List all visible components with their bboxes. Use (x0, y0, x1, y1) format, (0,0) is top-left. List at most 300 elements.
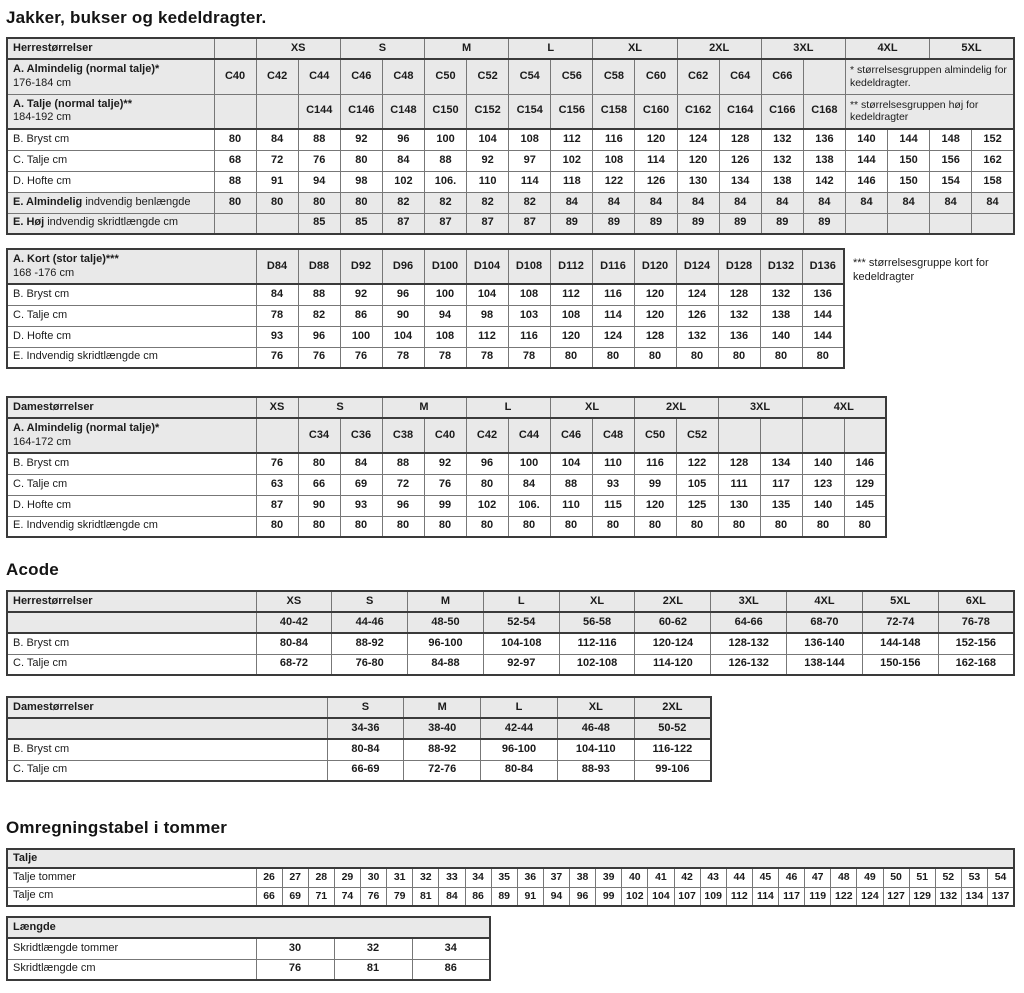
short-sizes-note: *** størrelsesgruppe kort for kedeldragter (853, 257, 989, 284)
table-cell: 80 (466, 516, 508, 537)
mens-short-sizes-section (6, 248, 1021, 369)
table-row (7, 718, 711, 739)
table-cell: 80 (340, 516, 382, 537)
table-cell: 87 (509, 213, 551, 234)
table-cell: 76 (424, 474, 466, 495)
table-cell: 125 (676, 495, 718, 516)
table-cell: 81 (413, 887, 439, 906)
table-cell: C48 (592, 418, 634, 453)
table-cell: 38-40 (404, 718, 481, 739)
table-cell: C64 (719, 59, 761, 94)
table-cell: 40 (622, 868, 648, 887)
table-cell: 80 (844, 516, 886, 537)
table-cell: C34 (298, 418, 340, 453)
table-cell: 102 (551, 150, 593, 171)
table-cell: 87 (382, 213, 424, 234)
table-cell: 76 (256, 453, 298, 474)
table-cell: C52 (676, 418, 718, 453)
table-cell: 84 (930, 192, 972, 213)
mens-short-sizes-table (6, 248, 845, 369)
table-cell: 150 (888, 150, 930, 171)
table-row (7, 213, 1014, 234)
table-cell: 105 (676, 474, 718, 495)
table-cell: D124 (676, 249, 718, 284)
table-cell: C162 (677, 94, 719, 129)
table-cell: D128 (718, 249, 760, 284)
table-cell: C62 (677, 59, 719, 94)
table-cell: 88 (382, 453, 424, 474)
table-cell: 152-156 (938, 633, 1014, 654)
table-cell: 42 (674, 868, 700, 887)
table-cell: 132 (718, 305, 760, 326)
table-row (7, 868, 1014, 887)
table-cell: 84 (551, 192, 593, 213)
table-cell: 104 (467, 129, 509, 150)
table-cell: 54 (988, 868, 1015, 887)
table-cell: L (466, 397, 550, 418)
table-cell: 80 (298, 192, 340, 213)
table-cell: 112 (551, 129, 593, 150)
table-cell: 104-110 (557, 739, 634, 760)
table-cell: 34 (465, 868, 491, 887)
table-cell: D104 (466, 249, 508, 284)
row-label: B. Bryst cm (7, 739, 327, 760)
table-row (7, 94, 1014, 129)
table-cell: D112 (550, 249, 592, 284)
table-cell: D96 (382, 249, 424, 284)
table-cell: 126 (676, 305, 718, 326)
table-cell: 132 (935, 887, 961, 906)
table-cell: 116-122 (634, 739, 711, 760)
table-cell: 114 (752, 887, 778, 906)
table-cell: 40-42 (256, 612, 332, 633)
table-cell: 132 (760, 284, 802, 305)
table-cell: 76 (298, 347, 340, 368)
table-cell: 68 (214, 150, 256, 171)
table-row (7, 326, 844, 347)
table-cell: 49 (857, 868, 883, 887)
table-cell: 39 (596, 868, 622, 887)
table-cell: 138 (761, 171, 803, 192)
table-cell: 104 (466, 284, 508, 305)
table-cell: 2XL (635, 591, 711, 612)
table-row (7, 347, 844, 368)
table-cell: 38 (570, 868, 596, 887)
table-cell: 41 (648, 868, 674, 887)
table-cell (888, 213, 930, 234)
table-cell: 60-62 (635, 612, 711, 633)
table-cell: 44 (726, 868, 752, 887)
table-row (7, 38, 1014, 59)
table-cell: 142 (803, 171, 845, 192)
table-cell: L (481, 697, 558, 718)
table-cell: C158 (593, 94, 635, 129)
table-cell: 80 (550, 347, 592, 368)
table-cell: 89 (491, 887, 517, 906)
table-cell: 140 (802, 495, 844, 516)
table-cell: M (404, 697, 481, 718)
table-cell: 148 (930, 129, 972, 150)
table-cell: 116 (508, 326, 550, 347)
table-cell: 132 (761, 150, 803, 171)
table-cell: 80 (508, 516, 550, 537)
table-cell: 99 (424, 495, 466, 516)
table-cell: C146 (340, 94, 382, 129)
table-cell: 74 (334, 887, 360, 906)
row-label: B. Bryst cm (7, 129, 214, 150)
table-cell: 112 (726, 887, 752, 906)
table-cell: 52 (935, 868, 961, 887)
table-cell: 78 (382, 347, 424, 368)
table-cell: 126 (719, 150, 761, 171)
table-cell: 110 (592, 453, 634, 474)
table-cell: 84 (761, 192, 803, 213)
table-row (7, 917, 490, 938)
table-cell: 80 (214, 129, 256, 150)
table-cell: 129 (909, 887, 935, 906)
row-label: E. Almindelig indvendig benlængde (7, 192, 214, 213)
table-cell: 128-132 (711, 633, 787, 654)
table-cell: C36 (340, 418, 382, 453)
row-label: A. Almindelig (normal talje)* 176-184 cm (7, 59, 214, 94)
table-cell: 44-46 (332, 612, 408, 633)
row-label: E. Indvendig skridtlængde cm (7, 347, 256, 368)
table-cell: 88 (298, 284, 340, 305)
length-conversion-table (6, 916, 1021, 981)
table-cell: 137 (988, 887, 1015, 906)
table-cell: M (424, 38, 508, 59)
acode-mens-sizes-table (6, 590, 1021, 676)
table-cell: 120 (634, 284, 676, 305)
table-cell: 92 (340, 284, 382, 305)
table-cell: 136 (802, 284, 844, 305)
waist-conversion-table (6, 848, 1021, 907)
table-row (7, 59, 1014, 94)
table-cell: 82 (509, 192, 551, 213)
table-cell: S (332, 591, 408, 612)
table-cell: 80 (550, 516, 592, 537)
table-cell: 106. (508, 495, 550, 516)
table-cell: 71 (308, 887, 334, 906)
table-cell: 144-148 (862, 633, 938, 654)
table-cell (214, 38, 256, 59)
table-cell: 2XL (634, 397, 718, 418)
table-cell: 138 (760, 305, 802, 326)
table-cell: 154 (930, 171, 972, 192)
table-cell: 82 (424, 192, 466, 213)
size-table (6, 848, 1015, 907)
table-cell: 92 (424, 453, 466, 474)
table-cell: 80 (760, 347, 802, 368)
table-row (7, 249, 844, 284)
table-cell: C44 (508, 418, 550, 453)
table-cell: XS (256, 397, 298, 418)
table-cell: 99-106 (634, 760, 711, 781)
mens-sizes-table (6, 37, 1021, 235)
table-cell: 2XL (634, 697, 711, 718)
table-cell: 84 (593, 192, 635, 213)
table-cell (718, 418, 760, 453)
table-cell: 108 (550, 305, 592, 326)
table-cell: 100 (424, 129, 466, 150)
table-row (7, 129, 1014, 150)
table-cell: 102 (622, 887, 648, 906)
table-cell: 91 (256, 171, 298, 192)
table-cell: 85 (340, 213, 382, 234)
table-row (7, 305, 844, 326)
table-cell: 84 (677, 192, 719, 213)
table-cell: 87 (467, 213, 509, 234)
table-cell: 150-156 (862, 654, 938, 675)
table-cell: 80 (424, 516, 466, 537)
acode-womens-sizes-table (6, 696, 1021, 782)
table-cell: 30 (256, 938, 334, 959)
table-cell: 114-120 (635, 654, 711, 675)
table-cell: 104 (382, 326, 424, 347)
table-cell: C60 (635, 59, 677, 94)
table-cell: 68-72 (256, 654, 332, 675)
table-cell: C154 (509, 94, 551, 129)
table-cell: 50 (883, 868, 909, 887)
table-cell: 56-58 (559, 612, 635, 633)
table-cell: 53 (961, 868, 987, 887)
table-cell: D92 (340, 249, 382, 284)
table-cell: 116 (592, 284, 634, 305)
table-cell: 80 (676, 347, 718, 368)
table-cell: C44 (298, 59, 340, 94)
table-cell: 108 (593, 150, 635, 171)
size-table (6, 248, 845, 369)
row-label: B. Bryst cm (7, 453, 256, 474)
table-cell (844, 418, 886, 453)
table-cell: 80 (760, 516, 802, 537)
table-cell: 112-116 (559, 633, 635, 654)
row-label: C. Talje cm (7, 760, 327, 781)
size-table (6, 696, 712, 782)
table-cell: 72 (256, 150, 298, 171)
table-cell: 124 (677, 129, 719, 150)
table-cell: 158 (972, 171, 1014, 192)
table-cell: 156 (930, 150, 972, 171)
table-cell (214, 213, 256, 234)
table-cell: 85 (298, 213, 340, 234)
table-cell: 47 (805, 868, 831, 887)
table-cell: 88 (424, 150, 466, 171)
table-cell: 132 (676, 326, 718, 347)
table-cell: 93 (340, 495, 382, 516)
table-cell: 114 (509, 171, 551, 192)
table-cell: XS (256, 38, 340, 59)
table-cell: 46 (779, 868, 805, 887)
table-cell: 84 (340, 453, 382, 474)
table-cell: 124 (592, 326, 634, 347)
table-cell: 135 (760, 495, 802, 516)
table-cell: 84 (256, 284, 298, 305)
table-cell (802, 418, 844, 453)
table-row (7, 150, 1014, 171)
table-cell: 89 (719, 213, 761, 234)
table-cell: 89 (677, 213, 719, 234)
table-cell: C148 (382, 94, 424, 129)
table-cell: 150 (888, 171, 930, 192)
table-cell: 144 (888, 129, 930, 150)
table-cell: 28 (308, 868, 334, 887)
table-cell: 6XL (938, 591, 1014, 612)
table-cell: 87 (256, 495, 298, 516)
table-cell: 29 (334, 868, 360, 887)
table-cell: S (298, 397, 382, 418)
table-cell (930, 213, 972, 234)
table-cell: C150 (424, 94, 466, 129)
table-cell: 136 (718, 326, 760, 347)
table-cell: 79 (387, 887, 413, 906)
table-cell (972, 213, 1014, 234)
table-cell: 103 (508, 305, 550, 326)
row-label: Skridtlængde tommer (7, 938, 256, 959)
table-cell: D100 (424, 249, 466, 284)
table-cell: 97 (509, 150, 551, 171)
table-cell: C46 (340, 59, 382, 94)
table-cell: 72-76 (404, 760, 481, 781)
table-cell: 110 (467, 171, 509, 192)
table-cell: 102 (382, 171, 424, 192)
table-cell: 108 (508, 284, 550, 305)
table-cell: 162 (972, 150, 1014, 171)
table-cell: 122 (831, 887, 857, 906)
table-cell: 42-44 (481, 718, 558, 739)
row-label: D. Hofte cm (7, 495, 256, 516)
table-cell: 66 (298, 474, 340, 495)
table-row (7, 612, 1014, 633)
table-cell: 126 (635, 171, 677, 192)
table-cell: 84-88 (408, 654, 484, 675)
size-table (6, 37, 1015, 235)
table-cell (256, 94, 298, 129)
table-cell: 88 (550, 474, 592, 495)
row-label: A. Talje (normal talje)** 184-192 cm (7, 94, 214, 129)
table-cell: 93 (256, 326, 298, 347)
row-label: Damestørrelser (7, 397, 256, 418)
table-cell: 130 (718, 495, 760, 516)
table-cell: 92 (467, 150, 509, 171)
table-cell: 72 (382, 474, 424, 495)
table-cell: 84 (803, 192, 845, 213)
table-cell: 136 (803, 129, 845, 150)
table-cell: 134 (760, 453, 802, 474)
table-row (7, 495, 886, 516)
table-cell: 130 (677, 171, 719, 192)
table-row (7, 284, 844, 305)
table-cell: 89 (803, 213, 845, 234)
table-cell: 66-69 (327, 760, 404, 781)
table-cell: 35 (491, 868, 517, 887)
table-cell: 100 (424, 284, 466, 305)
table-cell: 100 (340, 326, 382, 347)
row-label: C. Talje cm (7, 305, 256, 326)
table-cell: 5XL (862, 591, 938, 612)
table-cell: 96 (466, 453, 508, 474)
table-cell: 134 (719, 171, 761, 192)
table-cell: 69 (282, 887, 308, 906)
table-cell: 134 (961, 887, 987, 906)
table-cell: 80 (802, 516, 844, 537)
table-cell: D120 (634, 249, 676, 284)
table-cell: 80 (718, 347, 760, 368)
table-cell: D136 (802, 249, 844, 284)
table-cell: 112 (466, 326, 508, 347)
table-cell: C166 (761, 94, 803, 129)
table-cell: 76 (256, 347, 298, 368)
table-cell: 87 (424, 213, 466, 234)
table-cell: 80 (256, 516, 298, 537)
table-cell: 118 (551, 171, 593, 192)
table-cell: 3XL (761, 38, 845, 59)
table-cell: 46-48 (557, 718, 634, 739)
table-cell: 72-74 (862, 612, 938, 633)
table-cell: 4XL (845, 38, 929, 59)
table-cell: 80 (718, 516, 760, 537)
table-row (7, 418, 886, 453)
table-cell: 78 (424, 347, 466, 368)
table-cell: 108 (424, 326, 466, 347)
table-cell: D116 (592, 249, 634, 284)
table-row (7, 397, 886, 418)
table-cell: 32 (334, 938, 412, 959)
table-cell (256, 213, 298, 234)
note-cell: * størrelsesgruppen almindelig for kedeldragter. (845, 59, 1013, 94)
table-cell: 3XL (718, 397, 802, 418)
row-label (7, 612, 256, 633)
table-cell: C168 (803, 94, 845, 129)
table-cell: 80 (214, 192, 256, 213)
table-cell: 90 (298, 495, 340, 516)
table-cell: 120 (634, 495, 676, 516)
table-cell: 32 (413, 868, 439, 887)
table-cell: 104 (648, 887, 674, 906)
row-label: B. Bryst cm (7, 284, 256, 305)
table-cell: XL (593, 38, 677, 59)
table-cell: 86 (465, 887, 491, 906)
table-row (7, 849, 1014, 868)
row-label: Skridtlængde cm (7, 959, 256, 980)
table-cell: 94 (543, 887, 569, 906)
table-cell: 80 (466, 474, 508, 495)
table-cell: C152 (467, 94, 509, 129)
row-label: A. Kort (stor talje)*** 168 -176 cm (7, 249, 256, 284)
table-cell: 128 (718, 284, 760, 305)
table-cell: C48 (382, 59, 424, 94)
table-cell: 138 (803, 150, 845, 171)
table-cell: L (509, 38, 593, 59)
table-cell: 107 (674, 887, 700, 906)
row-label: E. Indvendig skridtlængde cm (7, 516, 256, 537)
table-cell: 80 (634, 516, 676, 537)
table-cell: 114 (592, 305, 634, 326)
table-row (7, 739, 711, 760)
table-cell: 34 (412, 938, 490, 959)
table-row (7, 887, 1014, 906)
table-cell: 64-66 (711, 612, 787, 633)
table-row (7, 591, 1014, 612)
table-cell: 116 (634, 453, 676, 474)
table-cell: 68-70 (787, 612, 863, 633)
table-cell: 82 (382, 192, 424, 213)
table-cell: D132 (760, 249, 802, 284)
table-cell: 88-93 (557, 760, 634, 781)
table-cell: 4XL (802, 397, 886, 418)
table-cell: 84 (635, 192, 677, 213)
table-cell: C46 (550, 418, 592, 453)
